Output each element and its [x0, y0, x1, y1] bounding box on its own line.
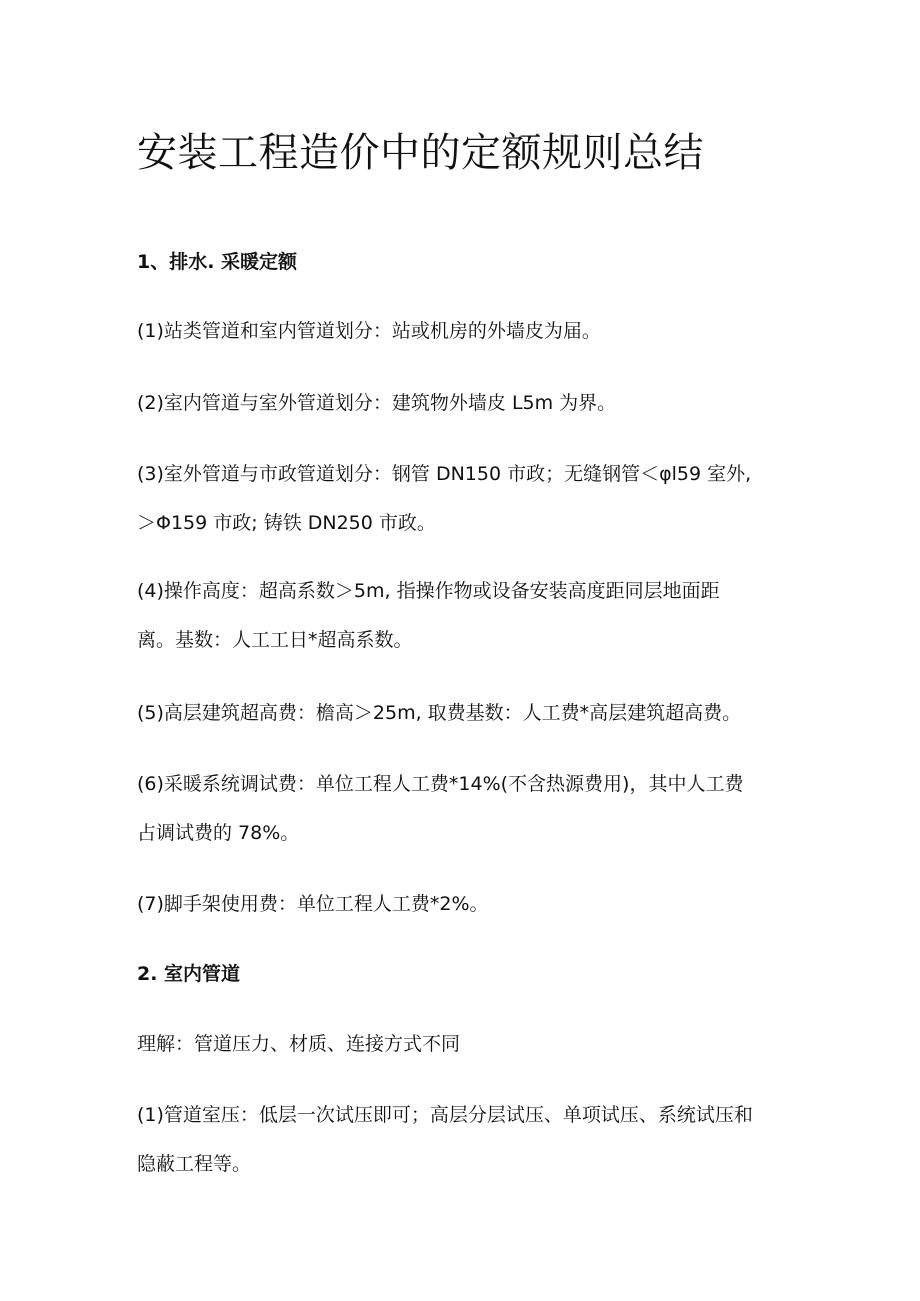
paragraph-understanding: 理解：管道压力、材质、连接方式不同	[137, 1033, 461, 1055]
paragraph-6-line-1: (6)采暖系统调试费：单位工程人工费*14%(不含热源费用)，其中人工费	[137, 773, 744, 795]
section-heading-drainage-heating: 1、排水. 采暖定额	[137, 251, 298, 273]
paragraph-4-line-1: (4)操作高度：超高系数＞5m, 指操作物或设备安装高度距同层地面距	[137, 580, 720, 602]
paragraph-5: (5)高层建筑超高费：檐高＞25m, 取费基数：人工费*高层建筑超高费。	[137, 702, 742, 724]
paragraph-8-line-1: (1)管道室压：低层一次试压即可；高层分层试压、单项试压、系统试压和	[137, 1104, 753, 1126]
paragraph-3-line-2: ＞Φ159 市政; 铸铁 DN250 市政。	[137, 512, 436, 534]
section-heading-indoor-pipes: 2. 室内管道	[137, 963, 241, 985]
paragraph-6-line-2: 占调试费的 78%。	[137, 822, 300, 844]
page-title: 安装工程造价中的定额规则总结	[137, 130, 704, 176]
paragraph-3-line-1: (3)室外管道与市政管道划分：钢管 DN150 市政；无缝钢管＜φl59 室外,	[137, 463, 752, 485]
paragraph-2: (2)室内管道与室外管道划分：建筑物外墙皮 L5m 为界。	[137, 392, 617, 414]
paragraph-1: (1)站类管道和室内管道划分：站或机房的外墙皮为届。	[137, 320, 601, 342]
paragraph-7: (7)脚手架使用费：单位工程人工费*2%。	[137, 893, 489, 915]
paragraph-4-line-2: 离。基数：人工工日*超高系数。	[137, 629, 413, 651]
paragraph-8-line-2: 隐蔽工程等。	[137, 1153, 252, 1175]
